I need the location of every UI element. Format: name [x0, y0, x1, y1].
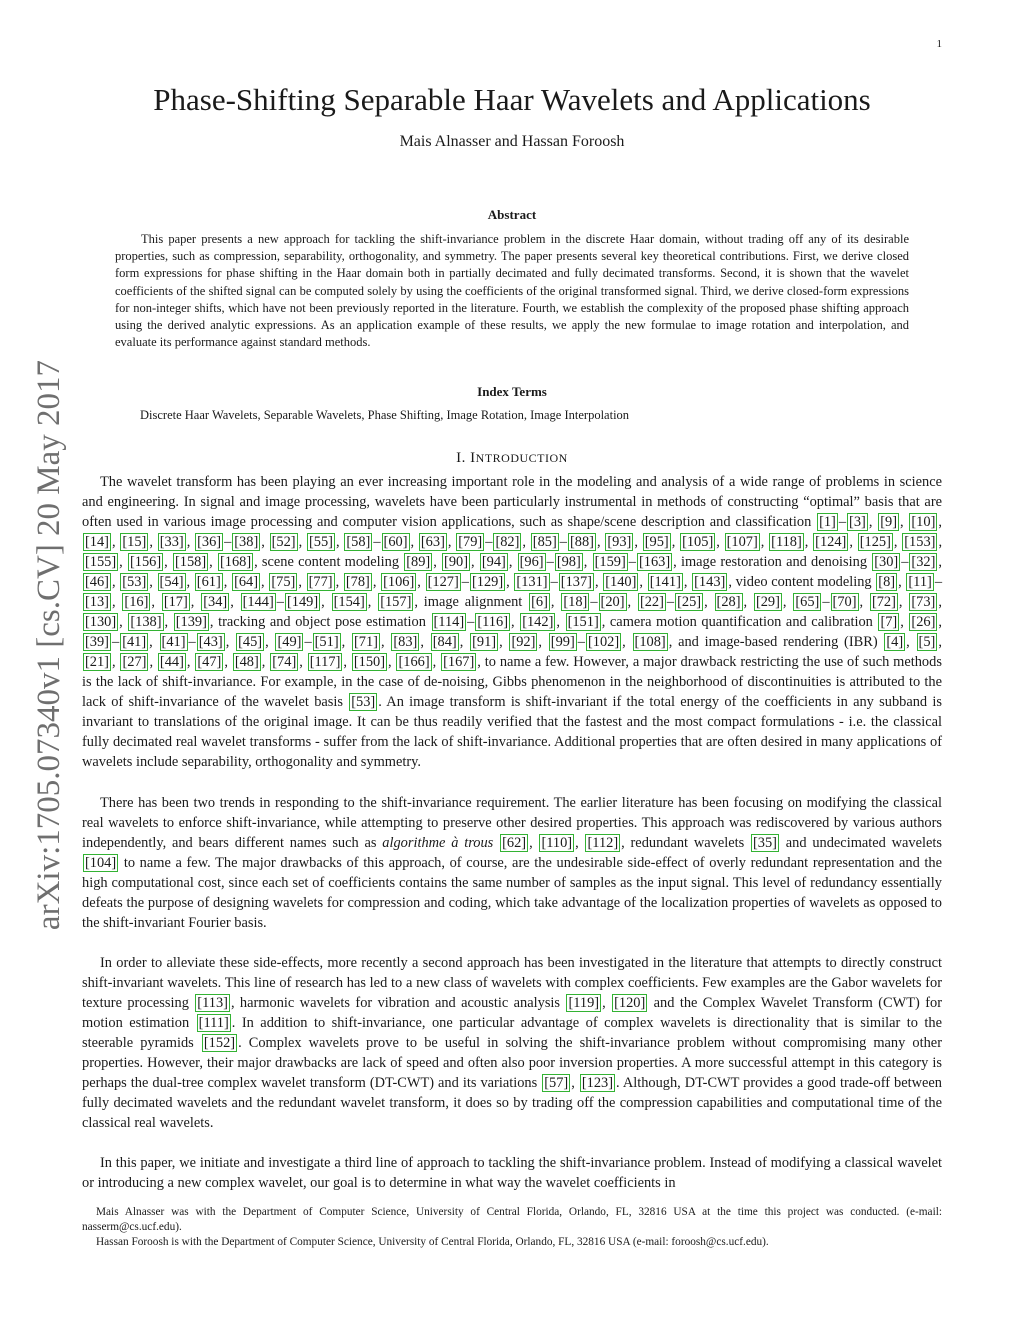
intro-paragraph-2: There has been two trends in responding to the shift-invariance requirement. The earlier literature has been focusing on modifying the classical real wavelets to enforce shift-invariance, while attempting to preserve other desired properties. This approach was rediscovered by various authors independently, and bears different names such as algorithme à trous [62] , [110] , [112] , redundant wavelets [35] and undecimated wavelets [104] to name a few. The major drawbacks of this approach, of course, are the undesirable side-effect of overly redundant representation and the high computational cost, since each set of coefficients contains the same number of samples as the input signal. This level of redundancy essentially defeats the purpose of designing wavelets for compression and coding, which take advantage of the localization properties of wavelets as opposed to the shift-invariant Fourier basis.	[82, 795, 942, 931]
citation-link[interactable]: [28]	[716, 594, 741, 610]
intro-paragraph-4: In this paper, we initiate and investigate a third line of approach to tackling the shift-invariance problem. Instead of modifying a classical wavelet or introducing a new complex wavelet, our goal is to determine in what way the wavelet coefficients in	[82, 1155, 942, 1191]
citation-link[interactable]: [113]	[197, 995, 228, 1011]
citation-link[interactable]: [10]	[911, 514, 936, 530]
citation-link[interactable]: [167]	[443, 654, 475, 670]
citation-link[interactable]: [129]	[471, 574, 504, 590]
citation-link[interactable]: [138]	[130, 614, 162, 630]
citation-link[interactable]: [35]	[752, 835, 777, 851]
citation-link[interactable]: [14]	[85, 534, 109, 550]
citation-link[interactable]: [8]	[878, 574, 896, 590]
citation-link[interactable]: [98]	[556, 554, 581, 570]
citation-link[interactable]: [149]	[287, 594, 319, 610]
paper-title: Phase-Shifting Separable Haar Wavelets and Applications	[153, 82, 871, 117]
citation-link[interactable]: [150]	[353, 654, 385, 670]
paper-authors: Mais Alnasser and Hassan Foroosh	[399, 133, 625, 150]
citation-link[interactable]: [60]	[383, 534, 408, 550]
citation-link[interactable]: [108]	[634, 634, 666, 650]
citation-link[interactable]: [47]	[197, 654, 222, 670]
citation-link[interactable]: [143]	[694, 574, 726, 590]
citation-link[interactable]: [88]	[569, 534, 594, 550]
citation-link[interactable]: [168]	[219, 554, 252, 570]
citation-link[interactable]: [102]	[587, 634, 620, 650]
citation-link[interactable]: [36]	[197, 534, 222, 550]
citation-link[interactable]: [41]	[122, 634, 147, 650]
citation-link[interactable]: [41]	[161, 634, 186, 650]
citation-link[interactable]: [30]	[874, 554, 899, 570]
citation-link[interactable]: [89]	[406, 554, 431, 570]
citation-link[interactable]: [29]	[755, 594, 780, 610]
citation-link[interactable]: [96]	[519, 554, 544, 570]
citation-link[interactable]: [131]	[516, 574, 548, 590]
citation-link[interactable]: [163]	[638, 554, 671, 570]
citation-link[interactable]: [156]	[129, 554, 162, 570]
citation-link[interactable]: [158]	[174, 554, 207, 570]
citation-link[interactable]: [139]	[175, 614, 207, 630]
citation-link[interactable]: [106]	[383, 574, 415, 590]
citation-link[interactable]: [79]	[458, 534, 483, 550]
index-terms-text: Discrete Haar Wavelets, Separable Wavelets, Phase Shifting, Image Rotation, Image Interpolation	[140, 408, 630, 422]
citation-link[interactable]: [90]	[444, 554, 469, 570]
citation-link[interactable]: [144]	[242, 594, 274, 610]
arxiv-id[interactable]: arXiv:1705.07340v1 [cs.CV] 20 May 2017	[31, 359, 67, 931]
citation-link[interactable]: [13]	[85, 594, 109, 610]
citation-link[interactable]: [154]	[333, 594, 365, 610]
citation-link[interactable]: [51]	[314, 634, 339, 650]
citation-link[interactable]: [39]	[85, 634, 109, 650]
section-heading: I. INTRODUCTION	[456, 450, 568, 466]
citation-link[interactable]: [38]	[234, 534, 259, 550]
citation-link[interactable]: [18]	[563, 594, 588, 610]
citation-link[interactable]: [71]	[354, 634, 378, 650]
citation-link[interactable]: [5]	[918, 634, 936, 650]
citation-link[interactable]: [157]	[380, 594, 412, 610]
citation-link[interactable]: [32]	[911, 554, 936, 570]
citation-link[interactable]: [152]	[203, 1035, 236, 1051]
citation-link[interactable]: [94]	[481, 554, 506, 570]
citation-link[interactable]: [116]	[477, 614, 508, 630]
index-terms-heading: Index Terms	[477, 384, 547, 399]
citation-link[interactable]: [153]	[904, 534, 936, 550]
citation-link[interactable]: [21]	[85, 654, 109, 670]
citation-link[interactable]: [92]	[511, 634, 536, 650]
abstract-heading: Abstract	[487, 207, 537, 222]
citation-link[interactable]: [48]	[234, 654, 259, 670]
citation-link[interactable]: [120]	[614, 995, 646, 1011]
citation-link[interactable]: [151]	[567, 614, 599, 630]
citation-link[interactable]: [25]	[677, 594, 702, 610]
abstract-text: This paper presents a new approach for tackling the shift-invariance problem in the discrete Haar domain, without trading off any of its desirable properties, such as compression, separability, orthogonality, and symmetry. The paper presents several key theoretical contributions. First, we derive closed form expressions for phase shifting in the Haar domain both in partially decimated and fully decimated transforms. Second, it is shown that the wavelet coefficients of the shifted signal can be computed solely by using the coefficients of the original transformed signal. Third, we derive closed-form expressions for non-integer shifts, which have not been previously reported in the literature. Fourth, we establish the complexity of the proposed phase shifting approach using the derived analytic expressions. As an application example of these results, we apply the new formulae to image rotation and interpolation, and evaluate its performance against standard methods.	[115, 232, 909, 350]
citation-link[interactable]: [65]	[795, 594, 820, 610]
citation-link[interactable]: [104]	[85, 855, 117, 871]
citation-link[interactable]: [44]	[159, 654, 184, 670]
citation-link[interactable]: [130]	[85, 614, 117, 630]
citation-link[interactable]: [142]	[522, 614, 554, 630]
citation-link[interactable]: [82]	[495, 534, 520, 550]
citation-link[interactable]: [159]	[594, 554, 626, 570]
intro-paragraph-1: The wavelet transform has been playing an ever increasing important role in the modeling and analysis of a wide range of problems in science and engineering. In signal and image processing, wavelets have been particularly instrumental in methods of constructing “optimal” basis that are often used in various image processing and computer vision applications, such as shape/scene description and classification [1] – [3] , [9] , [10] , [14] , [15] , [33] , [36] – [38] , [52] , [55] , [58] – [60] , [63] , [79] – [82] , [85] – [88] , [93] , [95] , [105] , [107] , [118] , [124] , [125] , [153] , [155] , [156] , [158] , [168] , scene content modeling [89] , [90] , [94] , [96] – [98] , [159] – [163] , image restoration and denoising [30] – [32] , [46] , [53] , [54] , [61] , [64] , [75] , [77] , [78] , [106] , [127] – [129] , [131] – [137] , [140] , [141] , [143] , video content modeling [8] , [11] –[13] , [16] , [17] , [34] , [144] – [149] , [154] , [157] , image alignment [6] , [18] – [20] , [22] – [25] , [28] , [29] , [65] – [70] , [72] , [73] , [130] , [138] , [139] , tracking and object pose estimation [114] – [116] , [142] , [151] , camera motion quantification and calibration [7] , [26] , [39] – [41] , [41] – [43] , [45] , [49] – [51] , [71] , [83] , [84] , [91] , [92] , [99] – [102] , [108] , and image-based rendering (IBR) [4] , [5] , [21] , [27] , [44] , [47] , [48] , [74] , [117] , [150] , [166] , [167] , to name a few. However, a major drawback restricting the use of such methods is the lack of shift-invariance. For example, in the case of de-noising, Gibbs phenomenon in the neighborhood of discontinuities is attributed to the lack of shift-invariance of the wavelet basis [53] . An image transform is shift-invariant if the total energy of the coefficients in any subband is invariant to translations of the original image. It can be thus readily verified that the fastest and the most compact formulations - i.e. the classical fully decimated real wavelet transforms - suffer from the lack of shift-invariance. Additional properties that are often desired in many applications of wavelets include separability, orthogonality and symmetry.	[82, 474, 943, 770]
citation-link[interactable]: [124]	[815, 534, 847, 550]
citation-link[interactable]: [140]	[605, 574, 637, 590]
citation-link[interactable]: [91]	[472, 634, 497, 650]
citation-link[interactable]: [26]	[911, 614, 936, 630]
citation-link[interactable]: [127]	[427, 574, 459, 590]
citation-link[interactable]: [1]	[819, 514, 836, 530]
citation-link[interactable]: [53]	[122, 574, 147, 590]
citation-link[interactable]: [73]	[911, 594, 936, 610]
citation-link[interactable]: [3]	[849, 514, 866, 530]
citation-link[interactable]: [107]	[726, 534, 758, 550]
citation-link[interactable]: [110]	[541, 835, 573, 851]
citation-link[interactable]: [105]	[682, 534, 714, 550]
citation-link[interactable]: [53]	[351, 694, 376, 710]
citation-link[interactable]: [85]	[532, 534, 557, 550]
citation-link[interactable]: [11]	[908, 574, 932, 590]
citation-link[interactable]: [57]	[544, 1075, 569, 1091]
citation-link[interactable]: [111]	[198, 1015, 229, 1031]
citation-link[interactable]: [17]	[163, 594, 188, 610]
citation-link[interactable]: [117]	[309, 654, 341, 670]
citation-link[interactable]: [34]	[203, 594, 228, 610]
citation-link[interactable]: [78]	[345, 574, 370, 590]
citation-link[interactable]: [141]	[649, 574, 681, 590]
footnote-2: Hassan Foroosh is with the Department of Computer Science, University of Central Florida, Orlando, FL, 32816 USA (e-mail: foroosh@cs.ucf.edu).	[96, 1236, 769, 1248]
citation-link[interactable]: [15]	[122, 534, 147, 550]
citation-link[interactable]: [20]	[600, 594, 625, 610]
citation-link[interactable]: [9]	[880, 514, 897, 530]
citation-link[interactable]: [84]	[432, 634, 457, 650]
citation-link[interactable]: [123]	[581, 1075, 613, 1091]
arxiv-stamp	[24, 340, 74, 950]
citation-link[interactable]: [54]	[159, 574, 184, 590]
footnotes	[82, 1205, 942, 1250]
citation-link[interactable]: [83]	[393, 634, 418, 650]
citation-link[interactable]: [114]	[433, 614, 465, 630]
italic-term: algorithme à trous	[382, 835, 494, 851]
citation-link[interactable]: [4]	[886, 634, 904, 650]
citation-link[interactable]: [70]	[832, 594, 857, 610]
citation-link[interactable]: [95]	[644, 534, 669, 550]
citation-link[interactable]: [63]	[420, 534, 445, 550]
citation-link[interactable]: [55]	[308, 534, 333, 550]
citation-link[interactable]: [27]	[122, 654, 147, 670]
citation-link[interactable]: [7]	[880, 614, 898, 630]
citation-link[interactable]: [75]	[271, 574, 296, 590]
citation-link[interactable]: [58]	[346, 534, 371, 550]
citation-link[interactable]: [49]	[277, 634, 302, 650]
footnote-1: Mais Alnasser was with the Department of Computer Science, University of Central Florida, Orlando, FL, 32816 USA at the time this project was conducted. (e-mail: nasserm@cs.ucf.edu).	[82, 1206, 942, 1233]
citation-link[interactable]: [64]	[234, 574, 259, 590]
citation-link[interactable]: [118]	[771, 534, 802, 550]
citation-link[interactable]: [77]	[308, 574, 333, 590]
citation-link[interactable]: [61]	[196, 574, 221, 590]
citation-link[interactable]: [119]	[568, 995, 600, 1011]
citation-link[interactable]: [99]	[550, 634, 575, 650]
citation-link[interactable]: [166]	[398, 654, 430, 670]
citation-link[interactable]: [43]	[198, 634, 223, 650]
citation-link[interactable]: [22]	[639, 594, 664, 610]
intro-paragraph-3: In order to alleviate these side-effects, more recently a second approach has been investigated in the literature that attempts to directly construct shift-invariant wavelets. This line of research has led to a new class of wavelets with complex coefficients. Few examples are the Gabor wavelets for texture processing [113] , harmonic wavelets for vibration and acoustic analysis [119] , [120] and the Complex Wavelet Transform (CWT) for motion estimation [111] . In addition to shift-invariance, one particular advantage of complex wavelets is directionality that is similar to the steerable pyramids [152] . Complex wavelets prove to be useful in solving the shift-invariance problem without compromising many other properties. However, their major drawbacks are lack of speed and often also poor inversion properties. A more successful attempt in this category is perhaps the dual-tree complex wavelet transform (DT-CWT) and its variations [57] , [123] . Although, DT-CWT provides a good trade-off between fully decimated wavelets and the redundant wavelet transform, it does so by trading off the compression capabilities and computational time of the classical real wavelets.	[82, 955, 942, 1131]
citation-link[interactable]: [112]	[587, 835, 619, 851]
citation-link[interactable]: [93]	[607, 534, 632, 550]
citation-link[interactable]: [74]	[272, 654, 297, 670]
citation-link[interactable]: [6]	[531, 594, 548, 610]
citation-link[interactable]: [52]	[271, 534, 296, 550]
citation-link[interactable]: [137]	[560, 574, 592, 590]
citation-link[interactable]: [72]	[871, 594, 896, 610]
page-number: 1	[936, 38, 942, 50]
citation-link[interactable]: [125]	[859, 534, 891, 550]
citation-link[interactable]: [16]	[124, 594, 149, 610]
citation-link[interactable]: [33]	[159, 534, 184, 550]
citation-link[interactable]: [46]	[85, 574, 109, 590]
citation-link[interactable]: [155]	[85, 554, 117, 570]
citation-link[interactable]: [45]	[238, 634, 263, 650]
citation-link[interactable]: [62]	[502, 835, 527, 851]
